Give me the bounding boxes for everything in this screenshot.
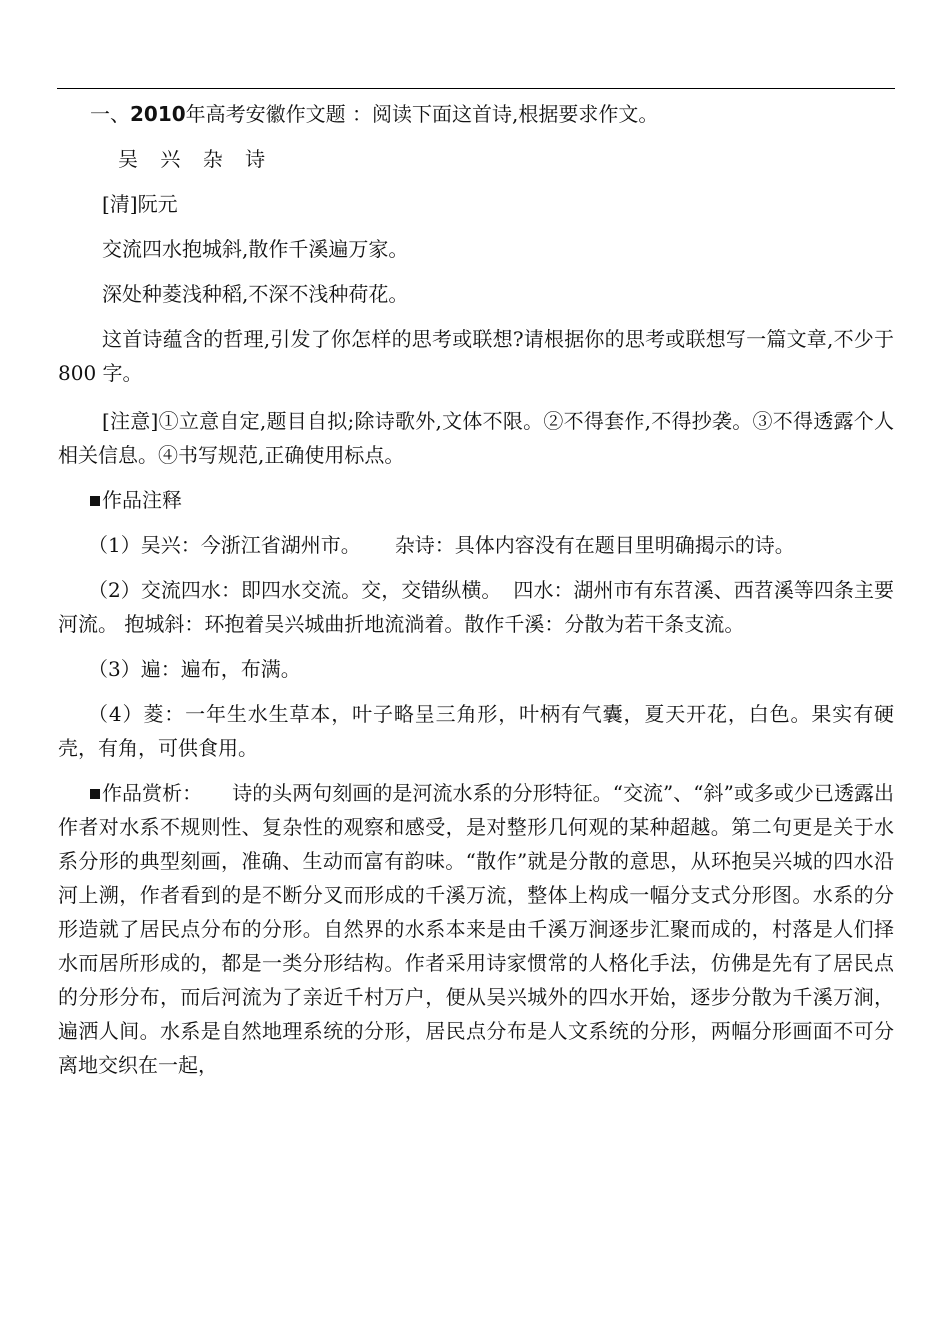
note-3: （3）遍：遍布，布满。 [88,657,301,681]
bullet-icon [90,789,100,799]
poem-line-1: 交流四水抱城斜,散作千溪遍万家。 [102,237,409,261]
notes-heading-text: 作品注释 [102,488,182,512]
note-2-term: （2）交流四水：即四水交流。交，交错纵横。 [88,578,502,602]
note-2 [58,573,894,641]
poem-author: [清]阮元 [102,192,178,216]
note-2-extra: 四水：湖州市有东苕溪、西苕溪等四条主要河流。 抱城斜：环抱着吴兴城曲折地流淌着。散作千溪：分散为若干条支流。 [58,578,894,636]
notice: [注意]①立意自定,题目自拟;除诗歌外,文体不限。②不得套作,不得抄袭。③不得透露个人相关信息。④书写规范,正确使用标点。 [58,409,894,467]
note-1 [58,528,894,562]
note-4: （4）菱：一年生水生草本，叶子略呈三角形，叶柄有气囊，夏天开花，白色。果实有硬壳，有角，可供食用。 [58,702,894,760]
exam-heading [58,97,894,131]
header-rule [57,88,895,89]
note-1-term: （1）吴兴：今浙江省湖州市。 [88,533,361,557]
writing-prompt: 这首诗蕴含的哲理,引发了你怎样的思考或联想?请根据你的思考或联想写一篇文章,不少于 800 字。 [58,327,894,385]
note-1-extra: 杂诗：具体内容没有在题目里明确揭示的诗。 [394,533,795,557]
document-page [58,97,894,1082]
appreciation-text: 诗的头两句刻画的是河流水系的分形特征。“交流”、“斜”或多或少已透露出作者对水系不规则性、复杂性的观察和感受，是对整形几何观的某种超越。第二句更是关于水系分形的典型刻画，准确、生动而富有韵味。“散作”就是分散的意思，从环抱吴兴城的四水沿河上溯，作者看到的是不断分叉而形成的千溪万流，整体上构成一幅分支式分形图。水系的分形造就了居民点分布的分形。自然界的水系本来是由千溪万涧逐步汇聚而成的，村落是人们择水而居所形成的，都是一类分形结构。作者采用诗家惯常的人格化手法，仿佛是先有了居民点的分形分布，而后河流为了亲近千村万户，便从吴兴城外的四水开始，逐步分散为千溪万涧，遍洒人间。水系是自然地理系统的分形，居民点分布是人文系统的分形，两幅分形画面不可分离地交织在一起， [58,781,895,1077]
poem-line-2: 深处种菱浅种稻,不深不浅种荷花。 [102,282,409,306]
appreciation [58,776,894,1082]
poem-title: 吴 兴 杂 诗 [118,147,274,171]
heading-text: 年高考安徽作文题 ：阅读下面这首诗,根据要求作文。 [185,102,659,126]
heading-prefix: 一、 [90,102,130,126]
appreciation-heading: 作品赏析： [102,781,203,805]
notes-heading [58,483,894,517]
heading-year: 2010 [130,102,186,126]
bullet-icon [90,496,100,506]
